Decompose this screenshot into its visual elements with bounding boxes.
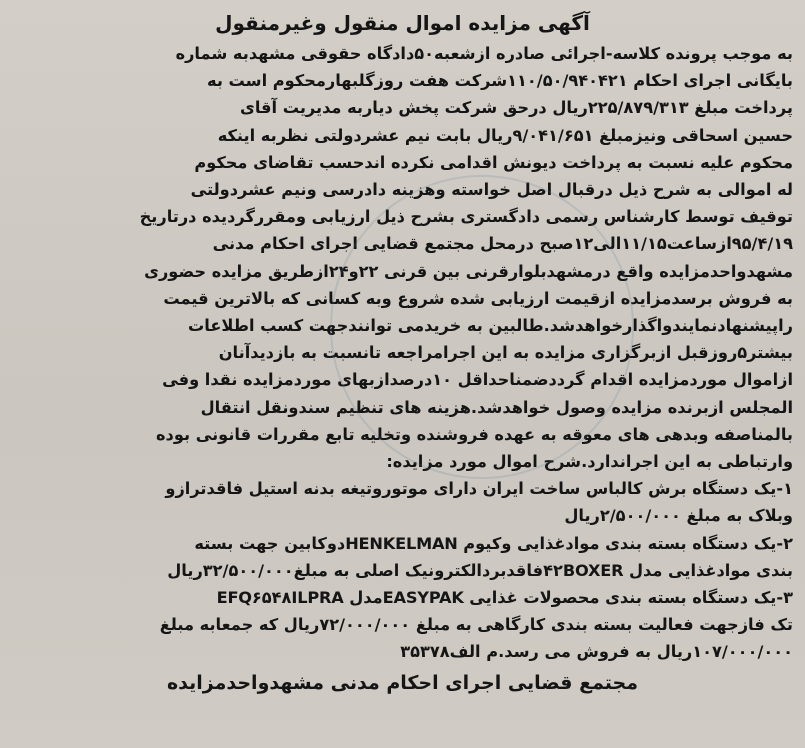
notice-line: راپیشنهادنمایندواگذارخواهدشد.طالبین به خریدمی توانندجهت کسب اطلاعات: [188, 316, 793, 336]
notice-line: المجلس ازبرنده مزایده وصول خواهدشد.هزینه های تنظیم سندونقل انتقال: [200, 397, 793, 417]
notice-line: مشهدواحدمزایده واقع درمشهدبلوارقرنی بین قرنی ۲۲و۲۴ازطریق مزایده حضوری: [144, 261, 793, 281]
notice-line: ۲-یک دستگاه بسته بندی موادغذایی وکیوم HENKELMANدوکابین جهت بسته: [194, 533, 793, 553]
notice-line: له اموالی به شرح ذیل درقبال اصل خواسته وهزینه دادرسی ونیم عشردولتی: [190, 180, 793, 200]
notice-line: حسین اسحاقی ونیزمبلغ ۹/۰۴۱/۶۵۱ریال بابت نیم عشردولتی نظربه اینکه: [217, 125, 793, 145]
notice-line: به موجب پرونده کلاسه-اجرائی صادره ازشعبه۵۰دادگاه حقوقی مشهدبه شماره: [175, 44, 793, 63]
notice-line: بندی موادغذایی مدل ۴۲BOXERفاقدبردالکترونیک اصلی به مبلغ۳۲/۵۰۰/۰۰۰ریال: [167, 560, 793, 580]
notice-line: محکوم علیه نسبت به پرداخت دیونش اقدامی نکرده اندحسب تقاضای محکوم: [194, 152, 793, 172]
notice-line: ازاموال موردمزایده اقدام گرددضمناحداقل ۱۰درصدازبهای موردمزایده نقدا وفی: [162, 370, 793, 390]
notice-footer: مجتمع قضایی اجرای احکام مدنی مشهدواحدمزایده: [166, 671, 639, 694]
notice-line: بیشتر۵روزقبل ازبرگزاری مزایده به این اجرامراجعه تانسبت به بازدیدآنان: [218, 343, 793, 363]
notice-line: به فروش برسدمزایده ازقیمت ارزیابی شده شروع وبه کسانی که بالاترین قیمت: [163, 288, 793, 308]
notice-line: ۳-یک دستگاه بسته بندی محصولات غذایی EASYPAKمدل EFQ۶۵۴۸ILPRA: [216, 588, 793, 608]
notice-line: بالمناصفه وبدهی های معوقه به عهده فروشنده وتخلیه تابع مقررات قانونی بوده: [156, 424, 793, 444]
notice-title: آگهی مزایده اموال منقول وغیرمنقول: [215, 11, 590, 35]
notice-line: پرداخت مبلغ ۲۲۵/۸۷۹/۳۱۳ریال درحق شرکت پخش دیاربه مدیریت آقای: [240, 98, 793, 118]
notice-line: وبلاک به مبلغ ۲/۵۰۰/۰۰۰ریال: [564, 506, 793, 526]
notice-line: وارتباطی به این اجراندارد.شرح اموال مورد مزایده:: [386, 452, 793, 472]
notice-line: ۱۰۷/۰۰۰/۰۰۰ریال به فروش می رسد.م الف۳۵۳۷۸: [400, 642, 793, 662]
notice-line: بایگانی اجرای احکام ۱۱۰/۵۰/۹۴۰۴۲۱شرکت هفت روزگلبهارمحکوم است به: [207, 71, 793, 91]
notice-line: توقیف توسط کارشناس رسمی دادگستری بشرح ذیل ارزیابی ومقررگردیده درتاریخ: [139, 207, 793, 227]
notice-line: ۹۵/۴/۱۹ازساعت۱۱/۱۵الی۱۲صبح درمحل مجتمع قضایی اجرای احکام مدنی: [212, 234, 793, 254]
notice-body: [12, 40, 793, 666]
notice-line: تک فازجهت فعالیت بسته بندی کارگاهی به مبلغ ۷۲/۰۰۰/۰۰۰ریال که جمعابه مبلغ: [159, 615, 793, 635]
notice-line: ۱-یک دستگاه برش کالباس ساخت ایران دارای موتوروتیغه بدنه استیل فاقدترازو: [165, 479, 793, 499]
